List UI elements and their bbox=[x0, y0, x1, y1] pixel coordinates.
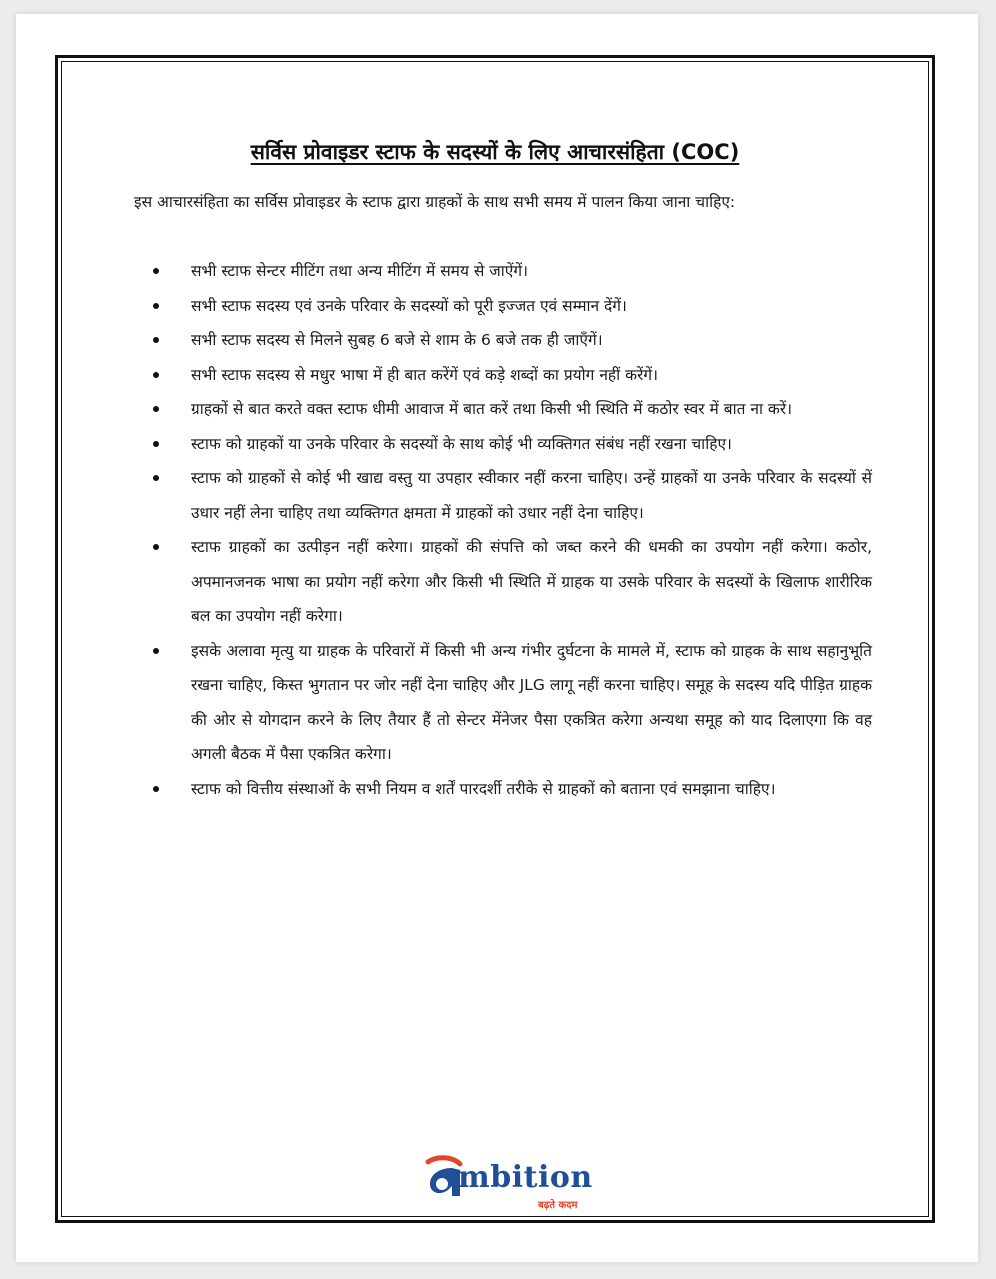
list-item: सभी स्टाफ सदस्य से मधुर भाषा में ही बात करेंगें एवं कड़े शब्दों का प्रयोग नहीं करेंगें। bbox=[150, 358, 872, 393]
intro-paragraph: इस आचारसंहिता का सर्विस प्रोवाइडर के स्टाफ द्वारा ग्राहकों के साथ सभी समय में पालन किया जाना चाहिए: bbox=[134, 193, 736, 211]
list-item: स्टाफ ग्राहकों का उत्पीड़न नहीं करेगा। ग्राहकों की संपत्ति को जब्त करने की धमकी का उपयोग नहीं करेगा। कठोर, अपमानजनक भाषा का प्रयोग नहीं करेगा और किसी भी स्थिति में ग्राहक या उसके परिवार के सदस्यों के खिलाफ शारीरिक बल का उपयोग नहीं करेगा। bbox=[150, 530, 872, 634]
logo-tagline: बढ़ते कदम bbox=[538, 1200, 578, 1211]
list-item: इसके अलावा मृत्यु या ग्राहक के परिवारों में किसी भी अन्य गंभीर दुर्घटना के मामले में, स्टाफ को ग्राहक के साथ सहानुभूति रखना चाहिए, किस्त भुगतान पर जोर नहीं देना चाहिए और JLG लागू नहीं करना चाहिए। समूह के सदस्य यदि पीड़ित ग्राहक की ओर से योगदान करने के लिए तैयार हैं तो सेन्टर मेंनेजर पैसा एकत्रित करेगा अन्यथा समूह को याद दिलाएगा कि वह अगली बैठक में पैसा एकत्रित करेगा। bbox=[150, 634, 872, 772]
rules-list bbox=[150, 254, 872, 806]
list-item: सभी स्टाफ सेन्टर मीटिंग तथा अन्य मीटिंग में समय से जाऐंगें। bbox=[150, 254, 872, 289]
list-item: स्टाफ को ग्राहकों या उनके परिवार के सदस्यों के साथ कोई भी व्यक्तिगत संबंध नहीं रखना चाहिए। bbox=[150, 427, 872, 462]
document-title: सर्विस प्रोवाइडर स्टाफ के सदस्यों के लिए आचारसंहिता (COC) bbox=[250, 140, 740, 164]
ambition-logo bbox=[422, 1154, 622, 1214]
logo-wordmark: mbition bbox=[458, 1160, 593, 1195]
page-border-inner bbox=[61, 61, 929, 1217]
page-border bbox=[55, 55, 935, 1223]
document-page bbox=[16, 14, 978, 1262]
list-item: ग्राहकों से बात करते वक्त स्टाफ धीमी आवाज में बात करें तथा किसी भी स्थिति में कठोर स्वर में बात ना करें। bbox=[150, 392, 872, 427]
list-item: सभी स्टाफ सदस्य से मिलने सुबह 6 बजे से शाम के 6 बजे तक ही जाएँगें। bbox=[150, 323, 872, 358]
list-item: सभी स्टाफ सदस्य एवं उनके परिवार के सदस्यों को पूरी इज्जत एवं सम्मान देंगें। bbox=[150, 289, 872, 324]
list-item: स्टाफ को वित्तीय संस्थाओं के सभी नियम व शर्तें पारदर्शी तरीके से ग्राहकों को बताना एवं समझाना चाहिए। bbox=[150, 772, 872, 807]
list-item: स्टाफ को ग्राहकों से कोई भी खाद्य वस्तु या उपहार स्वीकार नहीं करना चाहिए। उन्हें ग्राहकों या उनके परिवार के सदस्यों सें उधार नहीं लेना चाहिए तथा व्यक्तिगत क्षमता में ग्राहकों को उधार नहीं देना चाहिए। bbox=[150, 461, 872, 530]
